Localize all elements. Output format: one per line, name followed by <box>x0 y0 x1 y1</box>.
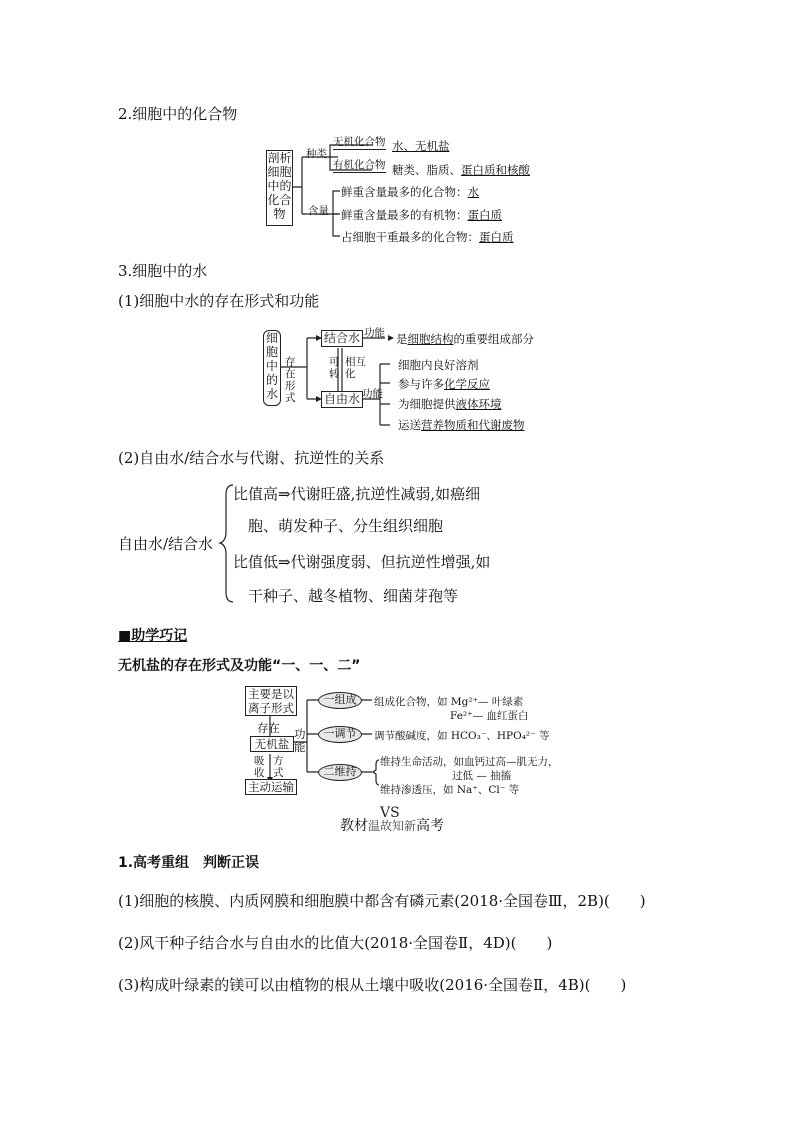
question-2: (2)风干种子结合水与自由水的比值大(2018·全国卷Ⅱ，4D)( ) <box>118 934 553 952</box>
c3-value: 蛋白质 <box>479 230 514 244</box>
node-regulate: 一调节 <box>318 726 362 743</box>
ratio-low-2: 干种子、越冬植物、细菌芽孢等 <box>248 587 459 605</box>
label-way: 方式 <box>273 755 284 779</box>
label-kind: 种类 <box>306 148 327 160</box>
salt-box: 无机盐 <box>250 736 294 752</box>
banner-vs: VS <box>380 805 400 821</box>
f4b: 营养物质和代谢废物 <box>421 418 525 432</box>
f2a: 参与许多 <box>398 377 444 391</box>
ion-form-box: 主要是以离子形式 <box>245 686 297 716</box>
question-1: (1)细胞的核膜、内质网膜和细胞膜中都含有磷元素(2018·全国卷Ⅲ，2B)( ) <box>118 892 646 910</box>
question-3: (3)构成叶绿素的镁可以由植物的根从土壤中吸收(2016·全国卷Ⅱ，4B)( ) <box>118 976 627 994</box>
label-content: 含量 <box>308 205 329 217</box>
ratio-label: 自由水/结合水 <box>118 535 214 553</box>
c2-value: 蛋白质 <box>467 208 502 222</box>
organic-label: 有机化合物 <box>333 159 386 171</box>
section-3-title: 3.细胞中的水 <box>118 262 208 280</box>
f3b: 液体环境 <box>455 397 502 411</box>
banner-a: 教材 <box>340 818 368 834</box>
regulate-text: 调节酸碱度，如 HCO₃⁻、HPO₄²⁻ 等 <box>374 730 550 742</box>
compose-text-1: 组成化合物，如 Mg²⁺— 叶绿素 <box>374 696 524 708</box>
c3-label: 占细胞干重最多的化合物： <box>341 230 479 244</box>
exam-title: 1.高考重组 判断正误 <box>118 855 260 871</box>
tip-title: 无机盐的存在形式及功能“一、一、二” <box>118 658 361 674</box>
c1-label: 鲜重含量最多的化合物： <box>341 185 468 199</box>
organic-items-b: 蛋白质和核酸 <box>461 163 530 177</box>
f3a: 为细胞提供 <box>398 397 456 411</box>
free-func-1: 细胞内良好溶剂 <box>398 358 479 372</box>
bound-water-box[interactable]: 结合水 <box>321 330 363 347</box>
banner-b: 高考 <box>416 818 445 834</box>
water-root-box: 细胞中的水 <box>263 330 281 406</box>
label-form: 存在形式 <box>285 356 296 404</box>
convert-left: 可转 <box>329 356 340 380</box>
ratio-low-1: 比值低⇒代谢强度弱、但抗逆性增强,如 <box>233 553 491 571</box>
node-maintain: 二维持 <box>318 764 362 781</box>
label-exist: 存在 <box>257 721 280 735</box>
inorganic-items: 水、无机盐 <box>392 139 450 153</box>
active-transport-box: 主动运输 <box>245 779 297 795</box>
bf-c: 的重要组成部分 <box>453 332 534 346</box>
f4a: 运送 <box>398 418 421 432</box>
free-func-label: 功能 <box>362 388 383 400</box>
maintain-text-1: 维持生命活动，如血钙过高—肌无力， <box>380 756 559 768</box>
exam-banner <box>340 805 445 835</box>
ratio-high-2: 胞、萌发种子、分生组织细胞 <box>248 517 444 535</box>
section-3-sub2: (2)自由水/结合水与代谢、抗逆性的关系 <box>118 449 385 467</box>
bound-func-label: 功能 <box>364 327 385 339</box>
banner-mid: 温故知新 <box>368 819 417 833</box>
node-compose: 一组成 <box>318 692 362 709</box>
free-water-box[interactable]: 自由水 <box>321 391 363 408</box>
compounds-root-box: 剖析细胞中的化合物 <box>266 150 293 226</box>
c2-label: 鲜重含量最多的有机物： <box>341 208 468 222</box>
organic-items-a: 糖类、脂质、 <box>392 163 461 177</box>
tip-label: ■助学巧记 <box>118 628 188 644</box>
f2b: 化学反应 <box>444 377 490 391</box>
section-2-title: 2.细胞中的化合物 <box>118 105 238 123</box>
c1-value: 水 <box>467 185 479 199</box>
section-3-sub1: (1)细胞中水的存在形式和功能 <box>118 292 320 310</box>
maintain-text-3: 维持渗透压，如 Na⁺、Cl⁻ 等 <box>380 784 520 796</box>
maintain-text-2: 过低 — 抽搐 <box>452 770 512 782</box>
bf-a: 是 <box>396 332 408 346</box>
label-func: 功能 <box>294 727 306 754</box>
convert-right: 相互化 <box>345 356 366 380</box>
compose-text-2: Fe²⁺— 血红蛋白 <box>450 710 529 722</box>
bf-b: 细胞结构 <box>407 332 454 346</box>
ratio-high-1: 比值高⇒代谢旺盛,抗逆性减弱,如癌细 <box>233 485 481 503</box>
inorganic-label: 无机化合物 <box>333 136 386 148</box>
label-absorb: 吸收 <box>254 755 265 779</box>
